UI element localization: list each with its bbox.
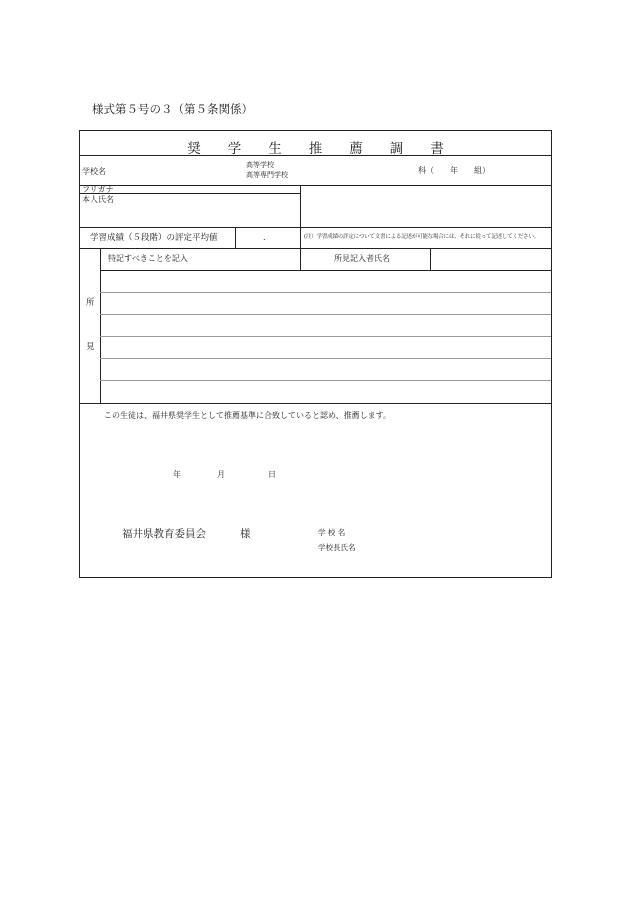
grade-note: (注）学習成績の評定について文書による記述が可能な場合には、それに従って記述してください。: [304, 234, 540, 240]
divider: [80, 193, 300, 194]
remarks-line: [100, 336, 551, 337]
remarks-special-header: 特記すべきことを記入: [108, 254, 188, 263]
class-field-label: 科（ 年 組）: [418, 166, 490, 175]
addressee: 福井県教育委員会: [122, 528, 206, 540]
school-type-technical: 高等専門学校: [246, 171, 288, 179]
divider: [430, 248, 431, 270]
date-month-label: 月: [217, 470, 225, 479]
date-day-label: 日: [268, 470, 276, 479]
remarks-side-label-1: 所: [86, 298, 95, 308]
remarks-line: [100, 314, 551, 315]
school-type-high: 高等学校: [246, 161, 274, 169]
remarks-line: [100, 380, 551, 381]
divider: [80, 248, 551, 249]
date-year-label: 年: [173, 470, 181, 479]
divider: [80, 403, 551, 404]
divider: [300, 248, 301, 270]
furigana-label: フリガナ: [82, 185, 114, 194]
form-title: 奨学生推薦調書: [187, 141, 471, 157]
divider: [100, 270, 551, 271]
school-name-label: 学校名: [82, 167, 106, 176]
divider: [80, 155, 551, 156]
recommendation-form: [79, 130, 552, 578]
recommendation-statement: この生徒は、福井県奨学生として推薦基準に合致していると認め、推薦します。: [104, 411, 392, 420]
divider: [80, 185, 551, 186]
divider: [300, 227, 301, 248]
divider: [80, 227, 551, 228]
remarks-line: [100, 292, 551, 293]
grade-decimal-point: .: [263, 233, 266, 242]
principal-name-label: 学校長氏名: [318, 543, 356, 552]
student-name-label: 本人氏名: [82, 195, 114, 204]
grade-average-label: 学習成績（５段階）の評定平均値: [90, 233, 218, 243]
remarks-writer-header: 所見記入者氏名: [334, 254, 390, 263]
remarks-line: [100, 358, 551, 359]
addressee-honorific: 様: [240, 528, 251, 540]
divider: [235, 227, 236, 248]
school-name-sign-label: 学 校 名: [318, 528, 346, 537]
divider: [300, 185, 301, 227]
form-number-label: 様式第５号の３（第５条関係）: [92, 102, 253, 116]
remarks-side-label-2: 見: [86, 342, 95, 352]
